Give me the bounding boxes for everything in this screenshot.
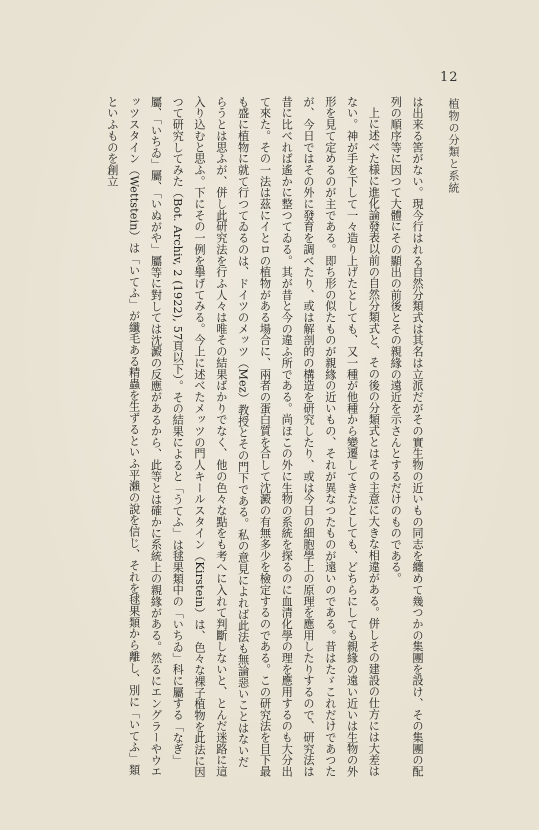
page-number: 12 xyxy=(440,70,459,85)
paragraph-1: は出来る筈がない。現今行はれる自然分類式は其名は立派だがその實生物の近いもの同志を纏めて幾つかの集團を設け、その集團の配列の順序等に因つて大體にその顯出の前後とその親緣の遠近を示さんとするだけのものである。 xyxy=(389,96,424,777)
body-text xyxy=(82,96,428,778)
running-header: 植物の分類と系統 xyxy=(447,98,460,194)
paragraph-2: 上に述べた様に進化論發表以前の自然分類式と、その後の分類式とはその主意に大きな相違がある。併しその建設の仕方には大差はない。神が手を下して一々造り上げたとしても、又一種が他種から變遷してきたとしても、どちらにしても親緣の遠い近いは生物の外形を見て定めるのが主である。即ち形の似たものが親緣の近いもの、それが異なつたものが遠いのである。昔はたゞこれだけであつたが、今日ではその外に發育を調べたり、或は解剖的の構造を研究したり、或は今日の細胞學上の原理を應用したりするので、研究法は昔に比べれば遙かに整つてゐる。其が昔と今の違ふ所である。尚ほこの外に生物の系統を探るのに血清化學の理を應用するのも大分出て來た。その一法は茲にイとロの植物がある場合に、兩者の蛋白質を合して沈澱の有無多少を檢定するのである。この研究法を目下最も盛に植物に就て行つてゐるのは、ドイツのメッツ（Mez）教授とその門下である。私の意見によれば此法も無論惡いことはないだらうとは思ふが、併し此研究法を行ふ人々は唯その結果ばかりでなく、他の色々な點をも考へに入れて判斷しないと、とんだ迷路に這入り込むと思ふ。下にその一例を擧げてみる。今上に述べたメッツの門人キールスタイン（Kirstein）は、色々な裸子植物を此法に因つて研究してみた（Bot. Archiv, 2 (1922), 57頁以下）。その結果によると「うてふ」は毬果類中の「いちゐ」科に屬する「なぎ」屬、「いちゐ」屬、「いぬがや」屬等に對しては沈澱の反應があるから、此等とは確かに系統上の親緣がある。然るにエングラーやウエッツスタイン（Wettstein）は「いてふ」が纖毛ある精蟲を生ずるといふ平瀨の說を信じ、それを毬果類から離し、別に「いてふ」類といふものを創立 xyxy=(105,96,381,778)
